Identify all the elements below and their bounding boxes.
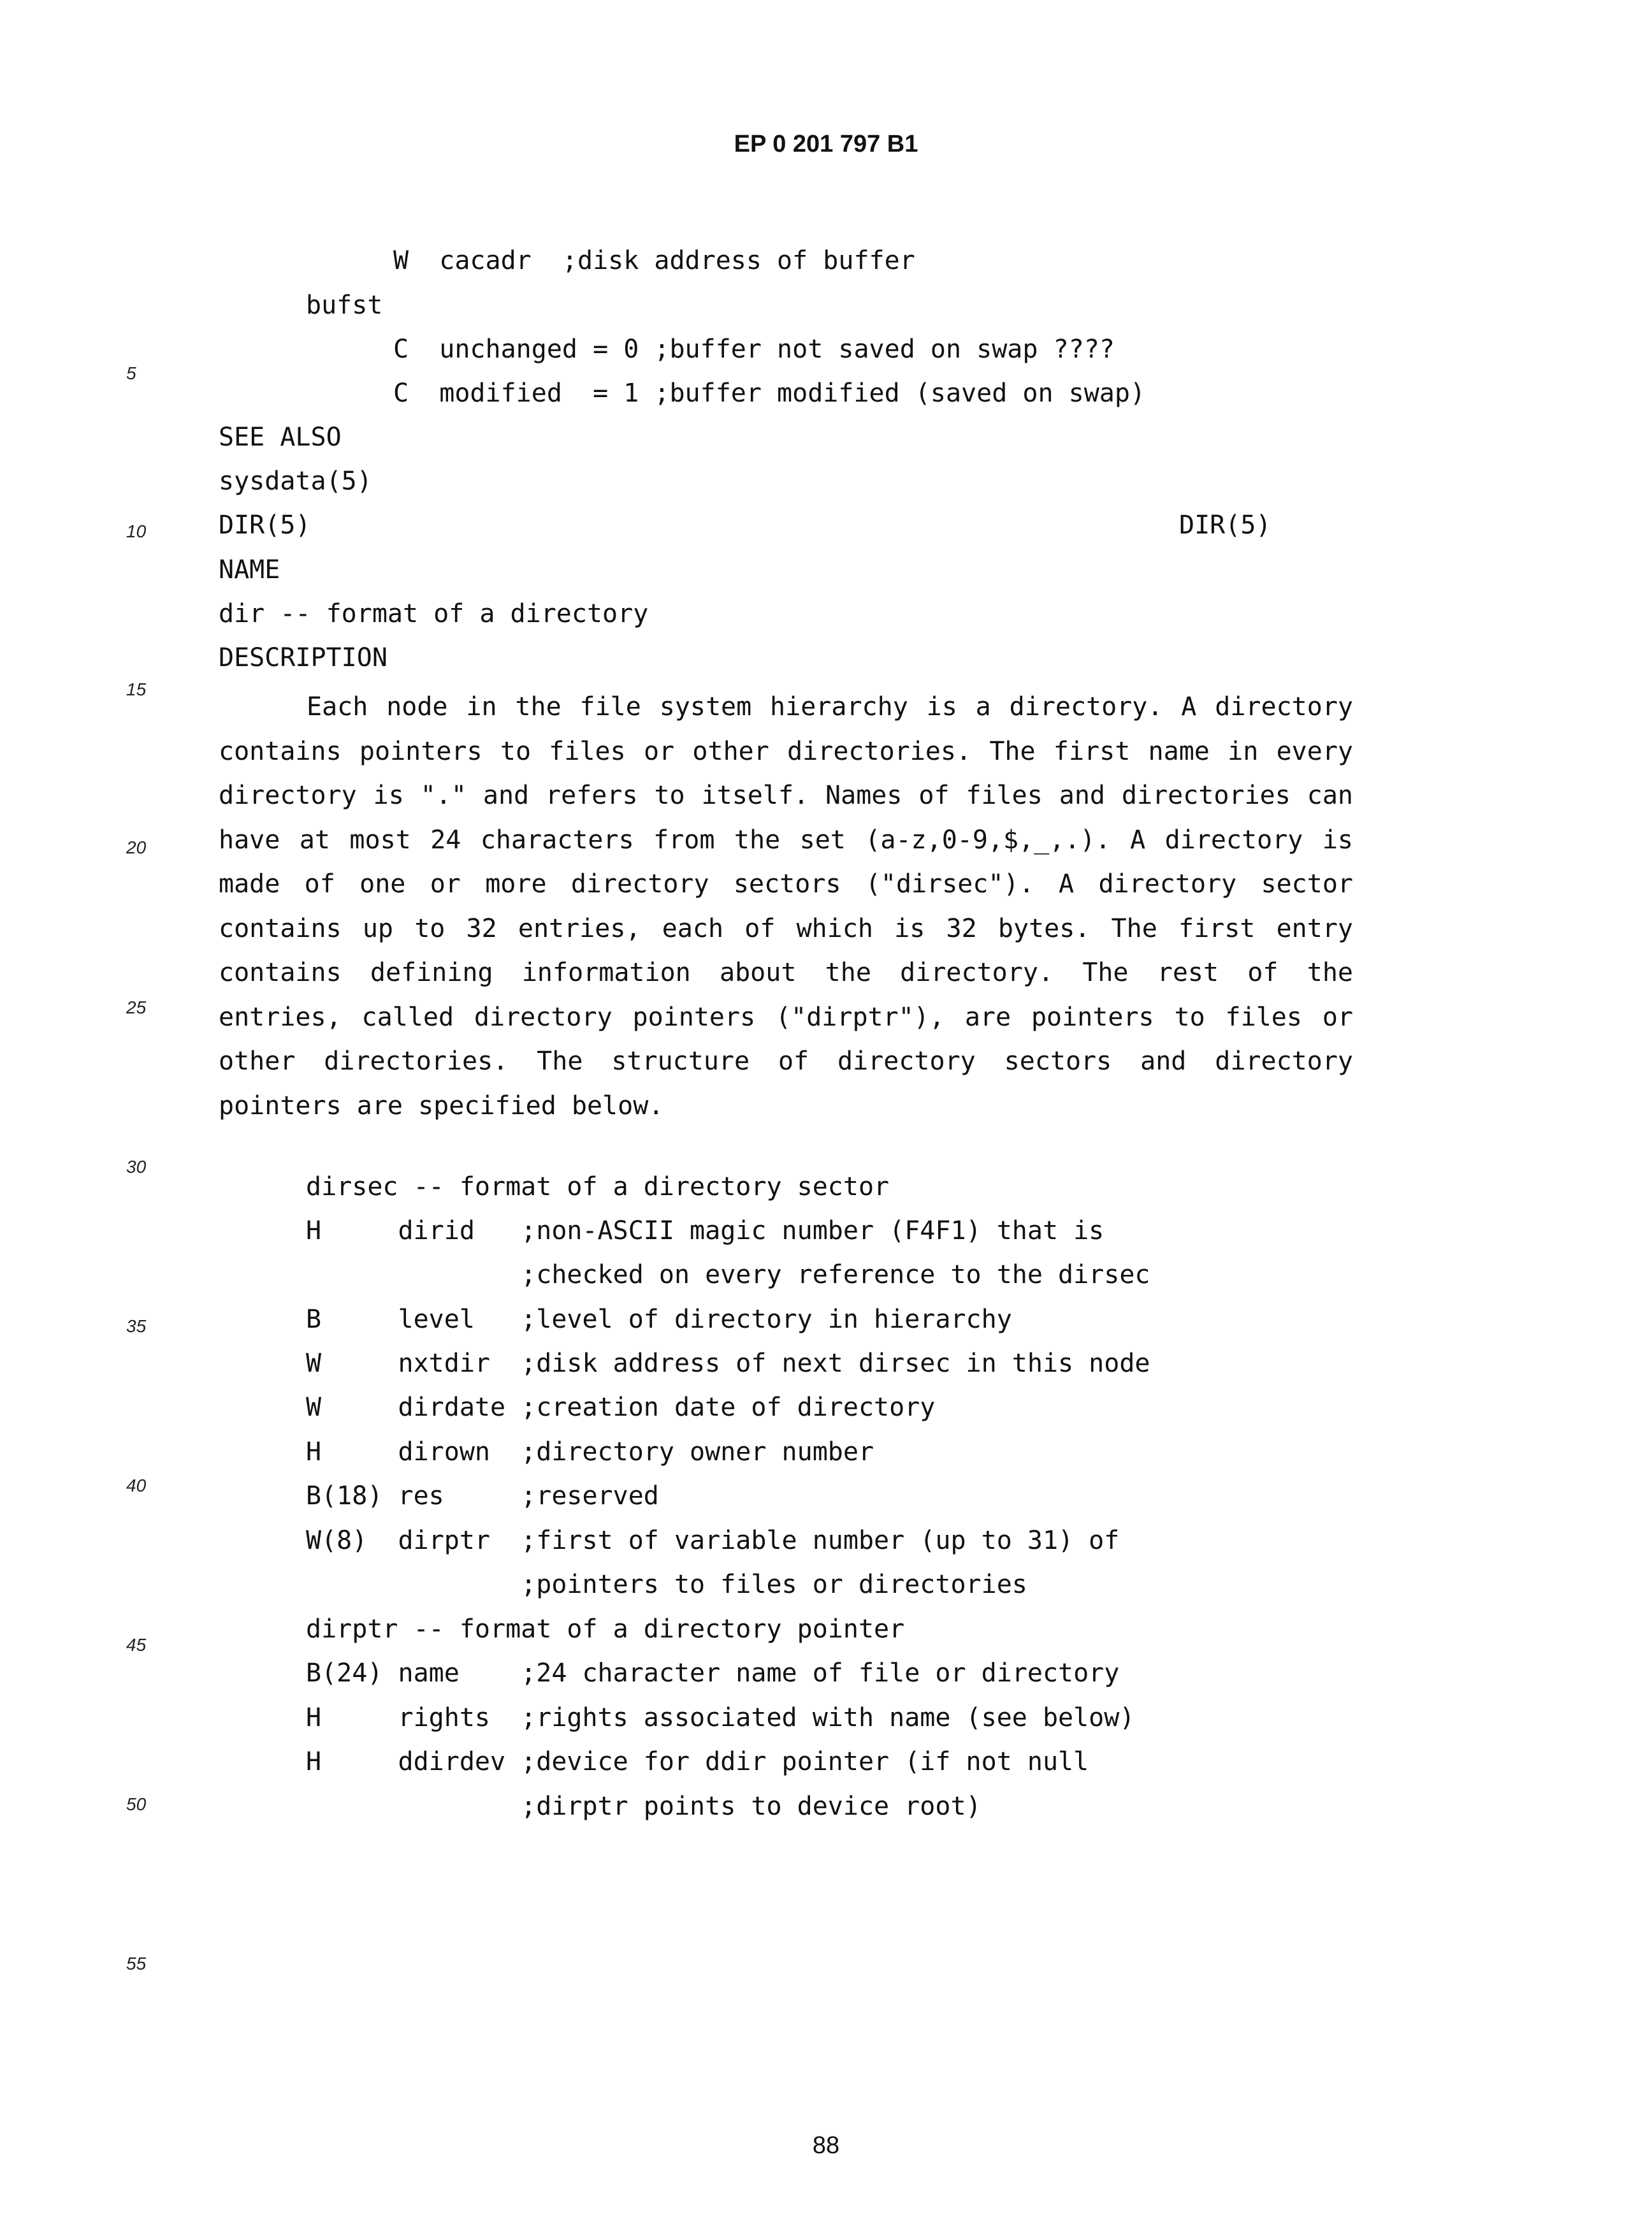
section-label: bufst bbox=[306, 291, 383, 320]
section-heading: SEE ALSO bbox=[219, 423, 342, 452]
struct-field: H dirown ;directory owner number bbox=[306, 1437, 874, 1467]
margin-line-number: 30 bbox=[126, 1157, 147, 1177]
margin-line-number: 15 bbox=[126, 679, 147, 699]
margin-line-number: 25 bbox=[126, 998, 147, 1017]
struct-field: H dirid ;non-ASCII magic number (F4F1) that is bbox=[306, 1216, 1105, 1245]
margin-line-number: 55 bbox=[126, 1954, 147, 1973]
description-paragraph: Each node in the file system hierarchy is a directory. A directory contains pointers to files or other directories. The first name in every directory is "." and refers to itself. Names of files and directories can have at most 24 characters from the set (a-z,0-9,$,_,.). A directory is made of one or more directory sectors ("dirsec"). A directory sector contains up to 32 entries, each of which is 32 bytes. The first entry contains defining information about the directory. The rest of the entries, called directory pointers ("dirptr"), are pointers to files or other directories. The structure of directory sectors and directory pointers are specified below. bbox=[219, 692, 1353, 1121]
document-header: EP 0 201 797 B1 bbox=[734, 131, 918, 157]
struct-heading: dirptr -- format of a directory pointer bbox=[306, 1615, 905, 1644]
margin-line-number: 50 bbox=[126, 1794, 147, 1814]
struct-heading: dirsec -- format of a directory sector bbox=[306, 1172, 890, 1201]
struct-field: H ddirdev ;device for ddir pointer (if not null bbox=[306, 1747, 1089, 1776]
margin-line-number: 45 bbox=[126, 1635, 147, 1655]
struct-field: ;dirptr points to device root) bbox=[306, 1792, 982, 1821]
struct-field: W(8) dirptr ;first of variable number (up to 31) of bbox=[306, 1526, 1120, 1555]
struct-field: H rights ;rights associated with name (see below) bbox=[306, 1703, 1135, 1732]
section-heading: DESCRIPTION bbox=[219, 643, 388, 672]
section-heading: NAME bbox=[219, 555, 280, 584]
page-title-left: DIR(5) bbox=[219, 511, 311, 540]
margin-line-number: 20 bbox=[126, 838, 147, 857]
margin-line-number: 35 bbox=[126, 1316, 147, 1336]
page-title-right: DIR(5) bbox=[1179, 511, 1272, 540]
struct-field: B(24) name ;24 character name of file or directory bbox=[306, 1659, 1120, 1688]
struct-field: W nxtdir ;disk address of next dirsec in this node bbox=[306, 1349, 1150, 1378]
struct-field: B level ;level of directory in hierarchy bbox=[306, 1305, 1012, 1334]
code-line: W cacadr ;disk address of buffer bbox=[393, 246, 915, 275]
page-number: 88 bbox=[812, 2132, 840, 2159]
margin-line-number: 10 bbox=[126, 521, 147, 541]
struct-field: W dirdate ;creation date of directory bbox=[306, 1393, 936, 1422]
struct-field: ;checked on every reference to the dirsec bbox=[306, 1260, 1150, 1289]
code-line: C unchanged = 0 ;buffer not saved on swap ???? bbox=[393, 335, 1115, 364]
struct-field: ;pointers to files or directories bbox=[306, 1570, 1027, 1599]
margin-line-number: 40 bbox=[126, 1476, 147, 1495]
margin-line-number: 5 bbox=[126, 363, 136, 383]
code-line: C modified = 1 ;buffer modified (saved on swap) bbox=[393, 379, 1146, 408]
struct-field: B(18) res ;reserved bbox=[306, 1481, 659, 1511]
text-line: dir -- format of a directory bbox=[219, 599, 649, 628]
text-line: sysdata(5) bbox=[219, 467, 372, 496]
